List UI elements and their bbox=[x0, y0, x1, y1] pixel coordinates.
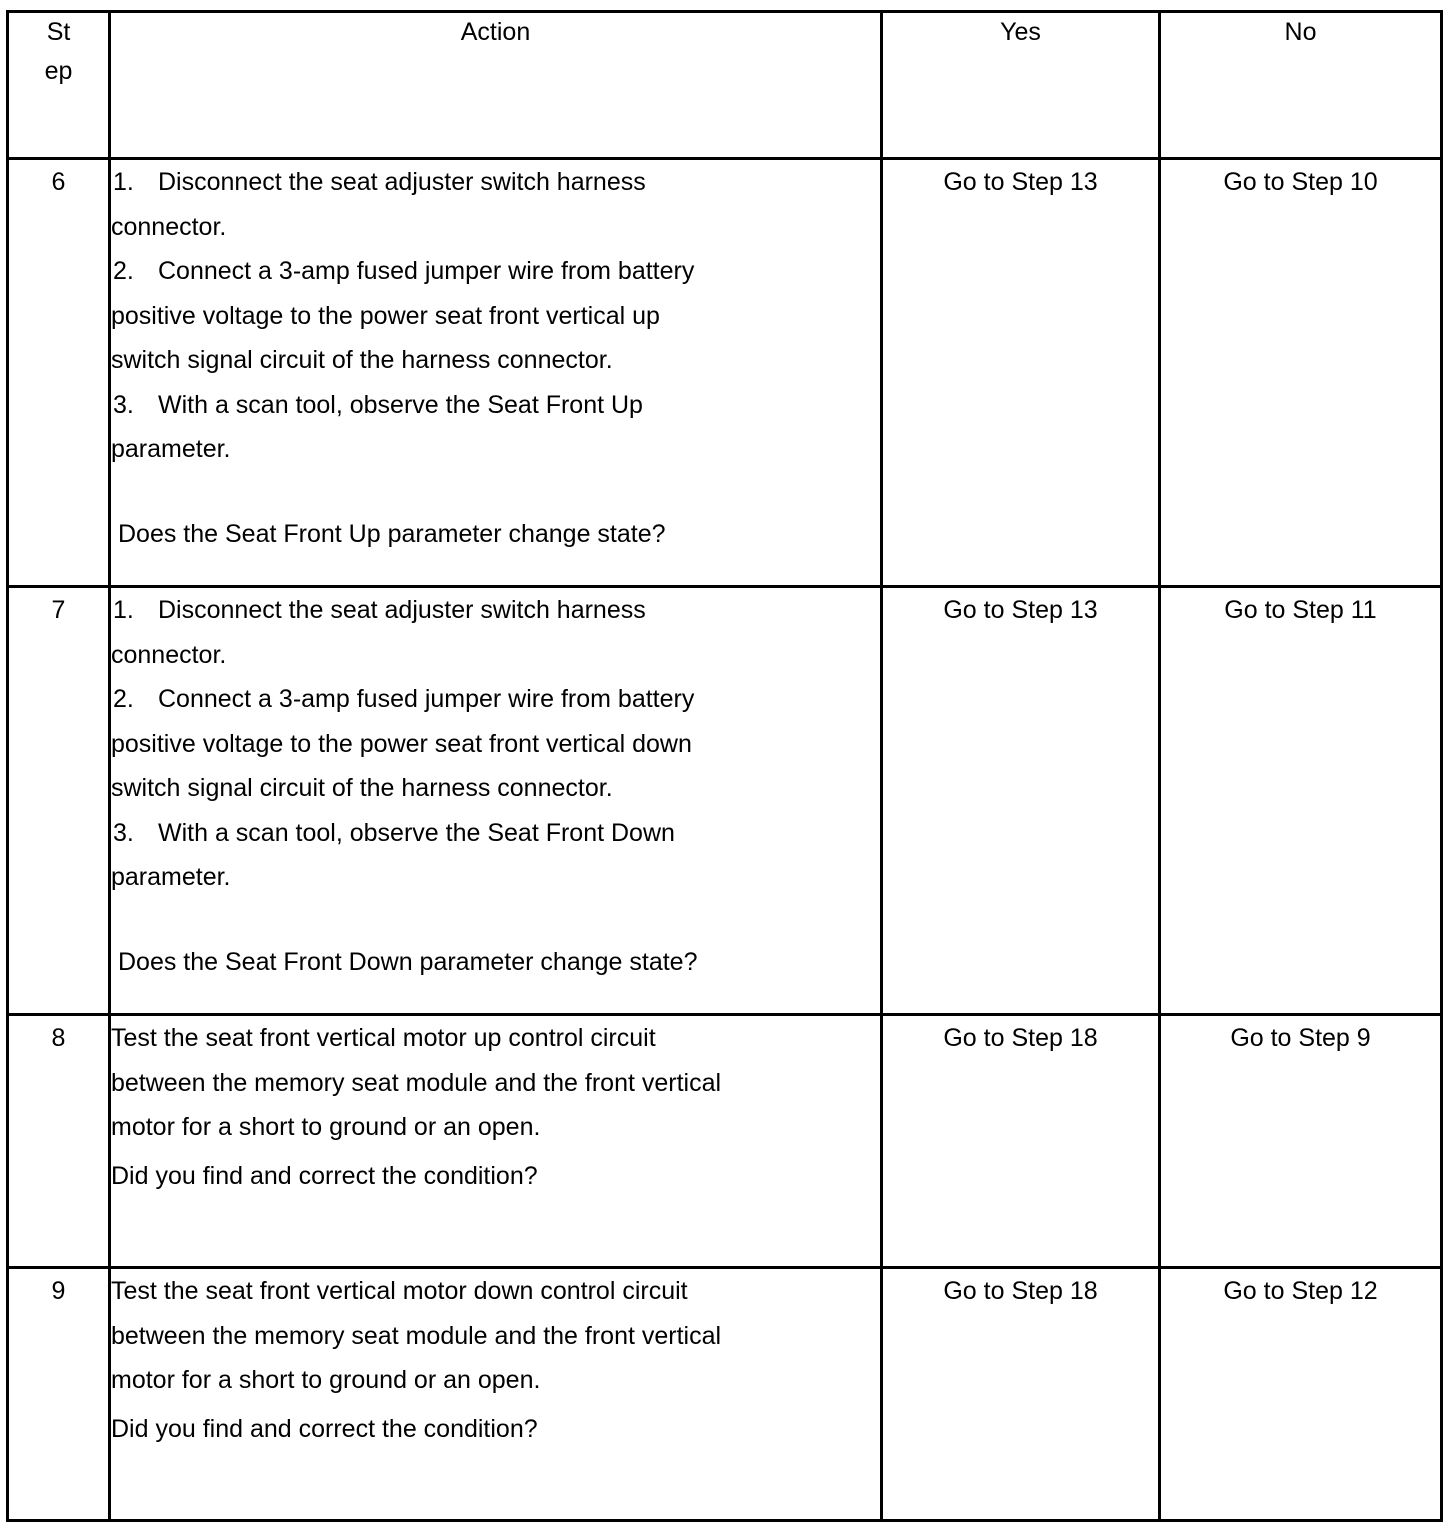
action-item-continued: parameter. bbox=[111, 863, 231, 891]
yes-result: Go to Step 18 bbox=[882, 1015, 1160, 1268]
yes-result: Go to Step 13 bbox=[882, 587, 1160, 1015]
action-item: 3. With a scan tool, observe the Seat Front Up bbox=[113, 390, 643, 419]
header-no-label: No bbox=[1284, 18, 1317, 46]
action-text-line: motor for a short to ground or an open. bbox=[111, 1366, 541, 1394]
header-action bbox=[110, 12, 882, 159]
no-result: Go to Step 11 bbox=[1160, 587, 1442, 1015]
yes-result: Go to Step 13 bbox=[882, 159, 1160, 587]
header-step-label: St ep bbox=[44, 18, 73, 85]
yes-result: Go to Step 18 bbox=[882, 1268, 1160, 1521]
action-item: 1. Disconnect the seat adjuster switch harness bbox=[113, 596, 646, 624]
action-question: Does the Seat Front Down parameter change state? bbox=[118, 947, 698, 976]
action-question: Did you find and correct the condition? bbox=[111, 1414, 538, 1443]
header-row bbox=[8, 12, 1442, 159]
no-result: Go to Step 9 bbox=[1160, 1015, 1442, 1268]
no-result: Go to Step 12 bbox=[1160, 1268, 1442, 1521]
action-item: 1. Disconnect the seat adjuster switch harness bbox=[113, 168, 646, 196]
step-number: 8 bbox=[8, 1015, 110, 1268]
action-cell bbox=[110, 1015, 882, 1268]
action-item-continued: switch signal circuit of the harness connector. bbox=[111, 346, 613, 374]
table-row-step-7 bbox=[8, 587, 1442, 1015]
action-item: 2. Connect a 3-amp fused jumper wire from battery bbox=[113, 685, 695, 713]
action-item-continued: positive voltage to the power seat front vertical up bbox=[111, 301, 660, 330]
table-row-step-9 bbox=[8, 1268, 1442, 1521]
action-item-continued: connector. bbox=[111, 640, 227, 669]
header-step bbox=[8, 12, 110, 159]
header-no bbox=[1160, 12, 1442, 159]
step-number: 6 bbox=[8, 159, 110, 587]
action-text-line: motor for a short to ground or an open. bbox=[111, 1113, 541, 1141]
action-item: 3. With a scan tool, observe the Seat Front Down bbox=[113, 818, 675, 847]
table-row-step-8 bbox=[8, 1015, 1442, 1268]
action-text-line: between the memory seat module and the front vertical bbox=[111, 1068, 722, 1097]
action-item-continued: positive voltage to the power seat front vertical down bbox=[111, 729, 692, 758]
action-text-line: Test the seat front vertical motor down control circuit bbox=[111, 1277, 688, 1305]
no-result: Go to Step 10 bbox=[1160, 159, 1442, 587]
action-cell bbox=[110, 587, 882, 1015]
action-cell bbox=[110, 1268, 882, 1521]
diagnostic-procedure-table bbox=[6, 10, 1443, 1522]
table-row-step-6 bbox=[8, 159, 1442, 587]
step-number: 9 bbox=[8, 1268, 110, 1521]
action-question: Does the Seat Front Up parameter change state? bbox=[118, 519, 666, 548]
header-yes-label: Yes bbox=[1000, 18, 1041, 46]
header-yes bbox=[882, 12, 1160, 159]
diagnostic-table-sheet bbox=[6, 10, 1440, 1522]
action-item-continued: switch signal circuit of the harness connector. bbox=[111, 774, 613, 802]
header-action-label: Action bbox=[460, 18, 531, 46]
action-text-line: between the memory seat module and the front vertical bbox=[111, 1321, 722, 1350]
action-cell bbox=[110, 159, 882, 587]
action-text-line: Test the seat front vertical motor up control circuit bbox=[111, 1024, 656, 1052]
action-item: 2. Connect a 3-amp fused jumper wire from battery bbox=[113, 257, 695, 285]
step-number: 7 bbox=[8, 587, 110, 1015]
action-item-continued: parameter. bbox=[111, 435, 231, 463]
action-question: Did you find and correct the condition? bbox=[111, 1161, 538, 1190]
action-item-continued: connector. bbox=[111, 212, 227, 241]
